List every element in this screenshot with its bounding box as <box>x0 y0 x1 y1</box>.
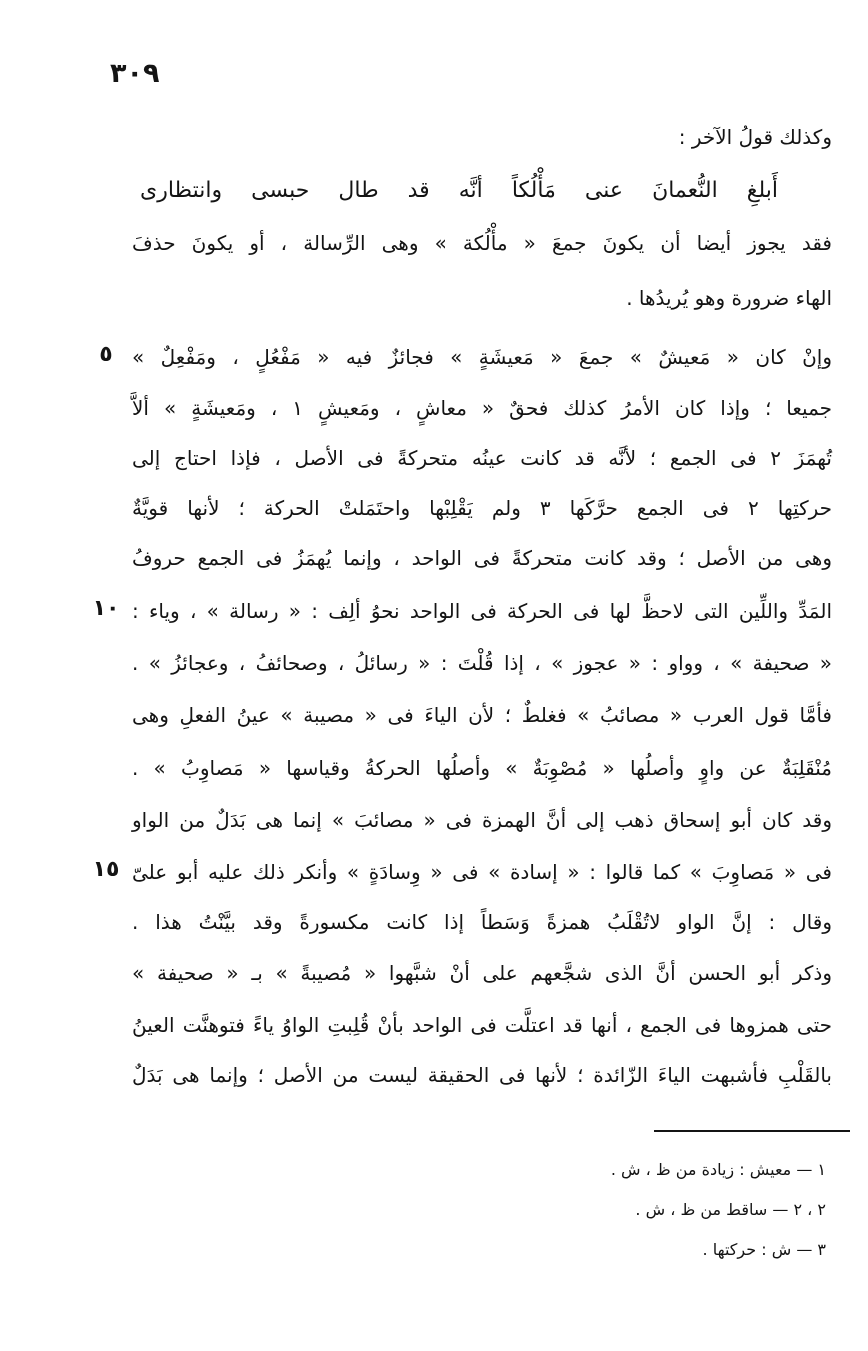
footnote-separator <box>654 1130 850 1132</box>
text-line: بالقَلْبِ فأشبهت الياءَ الزّائدة ؛ لأنها فى الحقيقة ليست من الأصل ؛ وإنما هى بَدَلٌ <box>132 1063 832 1087</box>
line-number-10: ١٠ <box>92 596 120 621</box>
text-line: وذكر أبو الحسن أنَّ الذى شجَّعهم على أنْ شبَّهوا « مُصيبةً » بـ « صحيفة » <box>132 961 832 985</box>
text-line: وقال : إنَّ الواو لاتُقْلَبُ همزةً وَسَطاً إذا كانت مكسورةً وقد بيَّنْتُ هذا . <box>132 910 832 934</box>
text-line: جميعا ؛ وإذا كان الأمرُ كذلك فحقٌ « معاشٍ ، ومَعيشٍ ١ ، ومَعيشَةٍ » ألاَّ <box>132 396 833 420</box>
text-line: « صحيفة » ، وواو : « عجوز » ، إذا قُلْتَ : « رسائلُ ، وصحائفُ ، وعجائزُ » . <box>132 651 832 675</box>
page-number: ٣٠٩ <box>110 58 160 89</box>
verse-line: أَبلغِ النُّعمانَ عنى مَأْلُكاً أنَّه قد طال حبسى وانتظارى <box>140 178 778 203</box>
text-line: الهاء ضرورة وهو يُريدُها . <box>626 286 832 310</box>
footnote: ١ — معيش : زيادة من ظ ، ش . <box>610 1160 826 1179</box>
text-line: وكذلك قولُ الآخر : <box>678 125 832 149</box>
footnote: ٢ ، ٢ — ساقط من ظ ، ش . <box>635 1200 826 1219</box>
text-line: حتى همزوها فى الجمع ، أنها قد اعتلَّت فى الواحد بأنْ قُلِبتِ الواوُ ياءً فتوهنَّت العينُ <box>132 1013 832 1037</box>
text-line: فى « مَصاوِبَ » كما قالوا : « إسادة » فى « وِسادَةٍ » وأنكر ذلك عليه أبو علىّ <box>132 860 832 884</box>
line-number-5: ٥ <box>99 342 113 367</box>
text-line: فأمَّا قول العرب « مصائبُ » فغلطٌ ؛ لأن الياءَ فى « مصيبة » عينُ الفعلِ وهى <box>132 703 832 727</box>
text-line: وهى من الأصل ؛ وقد كانت متحركةً فى الواحد ، وإنما يُهمَزُ فى الجمع حروفُ <box>132 546 832 570</box>
text-line: وقد كان أبو إسحاق ذهب إلى أنَّ الهمزة فى « مصائبَ » إنما هى بَدَلٌ من الواو <box>132 808 832 832</box>
text-line: تُهمَزَ ٢ فى الجمع ؛ لأنَّه قد كانت عينُه متحركةً فى الأصل ، فإذا احتاج إلى <box>132 446 832 470</box>
text-line: وإنْ كان « مَعيشٌ » جمعَ « مَعيشَةٍ » فجائزٌ فيه « مَفْعُلٍ ، ومَفْعِلٌ » <box>132 345 832 369</box>
footnote: ٣ — ش : حركتها . <box>702 1240 826 1259</box>
text-line: مُنْقَلِبَةٌ عن واوٍ وأصلُها « مُصْوِبَةٌ » وأصلُها الحركةُ وقياسها « مَصاوِبُ » . <box>132 756 832 780</box>
line-number-15: ١٥ <box>92 857 120 882</box>
text-line: فقد يجوز أيضا أن يكونَ جمعَ « مأْلُكة » وهى الرِّسالة ، أو يكونَ حذفَ <box>132 231 832 255</box>
text-line: حركتِها ٢ فى الجمع حرَّكَها ٣ ولم يَقْلِبْها واحتَمَلتْ الحركة ؛ لأنها قويَّةٌ <box>132 496 832 520</box>
text-line: المَدِّ واللِّين التى لاحظَّ لها فى الحركة فى الواحد نحوُ ألِف : « رسالة » ، وياء : <box>132 599 832 623</box>
